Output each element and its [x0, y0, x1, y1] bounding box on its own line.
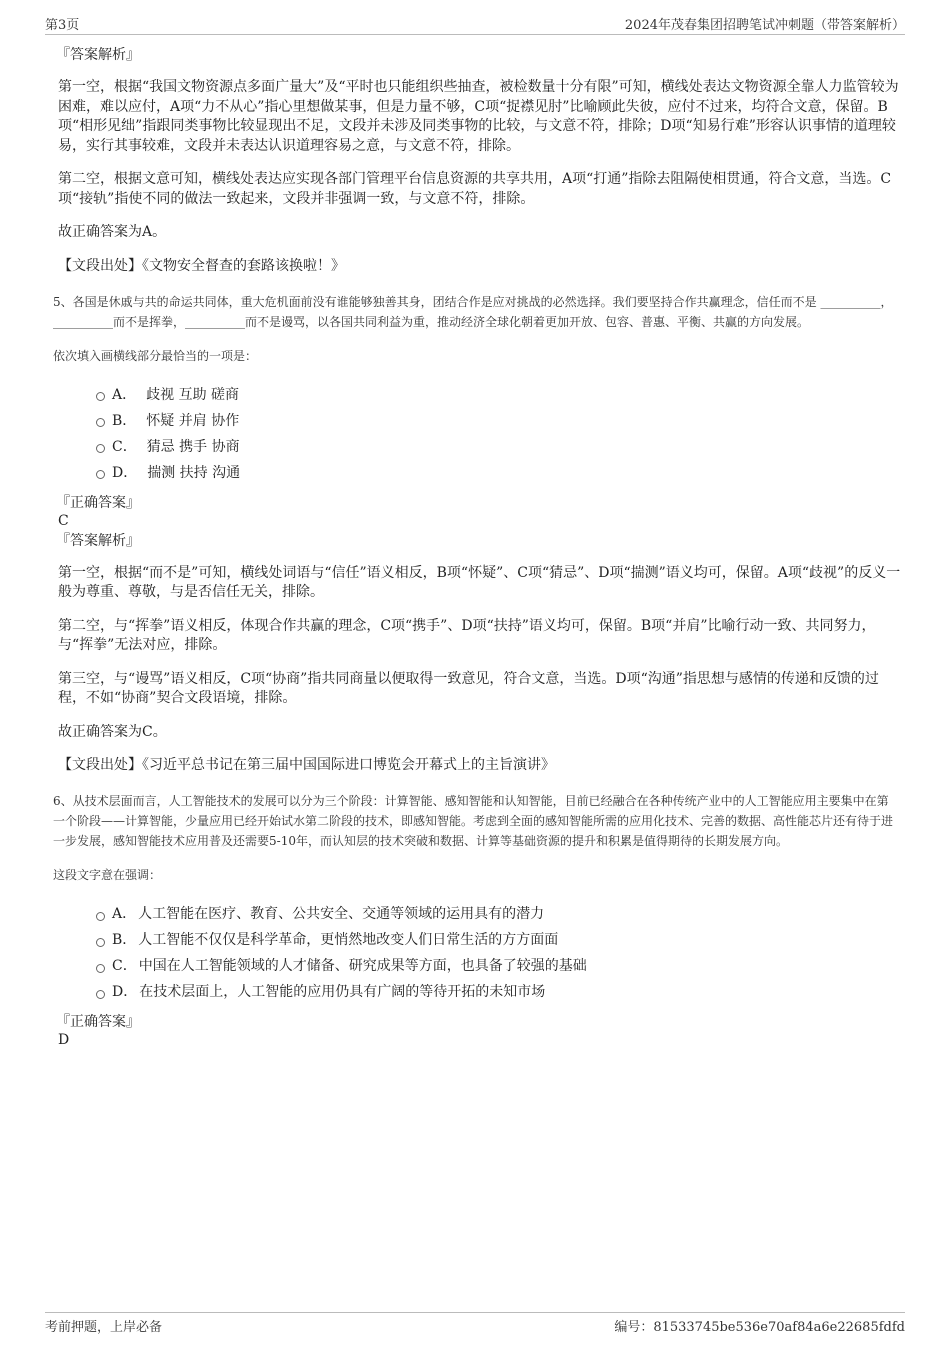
option-list: [96, 382, 902, 486]
radio-icon[interactable]: [96, 470, 105, 479]
option-a[interactable]: [96, 901, 902, 927]
option-text: 揣测 扶持 沟通: [147, 464, 241, 481]
question-prompt: 依次填入画横线部分最恰当的一项是：: [53, 348, 258, 363]
option-letter: B．: [112, 932, 137, 948]
option-c[interactable]: [96, 953, 902, 979]
document-title: 2024年茂春集团招聘笔试冲刺题（带答案解析）: [624, 18, 905, 33]
footer-slogan: 考前押题，上岸必备: [45, 1320, 163, 1335]
analysis-label: 『答案解析』: [56, 47, 140, 63]
analysis-label: 『答案解析』: [56, 532, 140, 549]
option-text: 人工智能不仅仅是科学革命，更悄然地改变人们日常生活的方方面面: [138, 932, 559, 948]
source-citation: 【文段出处】《文物安全督查的套路该换啦！》: [58, 257, 345, 274]
page-content: [53, 46, 902, 1051]
option-text: 在技术层面上，人工智能的应用仍具有广阔的等待开拓的未知市场: [139, 984, 546, 1000]
analysis-paragraph: 第二空，与“挥拳”语义相反，体现合作共赢的理念，C项“携手”、D项“扶持”语义均可，保留。B项“并肩”比喻行动一致、共同努力，与“挥拳”无法对应，排除。: [58, 617, 876, 653]
analysis-paragraph: 第一空，根据“而不是”可知，横线处词语与“信任”语义相反，B项“怀疑”、C项“猜忌”、D项“揣测”语义均可，保留。A项“歧视”的反义一般为尊重、尊敬，与是否信任无关，排除。: [58, 564, 901, 600]
radio-icon[interactable]: [96, 392, 105, 401]
answer-value: D: [58, 1032, 70, 1048]
option-letter: A．: [112, 386, 137, 403]
answer-value: C: [58, 512, 69, 529]
option-letter: D．: [112, 984, 138, 1000]
option-letter: C．: [112, 958, 137, 974]
option-letter: A．: [112, 906, 137, 922]
page-footer: [45, 1312, 905, 1335]
analysis-paragraph: 第二空，根据文意可知，横线处表达应实现各部门管理平台信息资源的共享共用，A项“打通”指除去阻隔使相贯通，符合文意，当选。C项“接轨”指使不同的做法一致起来，文段并非强调一致，与文意不符，排除。: [58, 171, 892, 207]
option-list: [96, 901, 902, 1005]
conclusion: 故正确答案为A。: [58, 224, 167, 240]
question-prompt: 这段文字意在强调：: [53, 868, 162, 882]
radio-icon[interactable]: [96, 418, 105, 427]
answer-label: 『正确答案』: [56, 494, 140, 511]
option-text: 人工智能在医疗、教育、公共安全、交通等领域的运用具有的潜力: [138, 906, 545, 922]
option-text: 猜忌 携手 协商: [146, 438, 240, 455]
option-d[interactable]: [96, 460, 902, 486]
question-stem: 6、从技术层面而言，人工智能技术的发展可以分为三个阶段：计算智能、感知智能和认知智能，目前已经融合在各种传统产业中的人工智能应用主要集中在第一个阶段——计算智能，少量应用已经开始试水第二阶段的技术，即感知智能。考虑到全面的感知智能所需的应用化技术、完善的数据、高性能芯片还有待于进一步发展，感知智能技术应用普及还需要5-10年，而认知层的技术突破和数据、计算等基础资源的提升和积累是值得期待的长期发展方向。: [53, 794, 894, 848]
radio-icon[interactable]: [96, 912, 105, 921]
page-header: [45, 14, 905, 35]
question-stem: 5、各国是休戚与共的命运共同体，重大危机面前没有谁能够独善其身，团结合作是应对挑战的必然选择。我们要坚持合作共赢理念，信任而不是 __________，__________而不是挥拳，__________而不是谩骂，以各国共同利益为重，推动经济全球化朝着更加开放、包容、普惠、平衡、共赢的方向发展。: [53, 294, 893, 329]
option-letter: B．: [112, 412, 137, 429]
option-letter: D．: [112, 464, 138, 481]
page-number: 第3页: [45, 18, 80, 33]
option-d[interactable]: [96, 979, 902, 1005]
option-a[interactable]: [96, 382, 902, 408]
radio-icon[interactable]: [96, 938, 105, 947]
option-c[interactable]: [96, 434, 902, 460]
option-letter: C．: [112, 438, 137, 455]
analysis-paragraph: 第三空，与“谩骂”语义相反，C项“协商”指共同商量以便取得一致意见，符合文意，当选。D项“沟通”指思想与感情的传递和反馈的过程，不如“协商”契合文段语境，排除。: [58, 670, 879, 706]
radio-icon[interactable]: [96, 990, 105, 999]
radio-icon[interactable]: [96, 964, 105, 973]
option-b[interactable]: [96, 927, 902, 953]
option-text: 歧视 互助 磋商: [146, 386, 240, 403]
conclusion: 故正确答案为C。: [58, 723, 167, 740]
option-text: 怀疑 并肩 协作: [146, 412, 240, 429]
option-b[interactable]: [96, 408, 902, 434]
radio-icon[interactable]: [96, 444, 105, 453]
answer-label: 『正确答案』: [56, 1014, 140, 1030]
analysis-paragraph: 第一空，根据“我国文物资源点多面广量大”及“平时也只能组织些抽查，被检数量十分有限”可知，横线处表达文物资源全靠人力监管较为困难，难以应付，A项“力不从心”指心里想做某事，但是力量不够，C项“捉襟见肘”比喻顾此失彼，应付不过来，均符合文意，保留。B项“相形见绌”指跟同类事物比较显现出不足，文段并未涉及同类事物的比较，与文意不符，排除；D项“知易行难”形容认识事情的道理较易，实行其事较难，文段并未表达认识道理容易之意，与文意不符，排除。: [58, 79, 899, 154]
document-code: 编号：81533745be536e70af84a6e22685fdfd: [614, 1320, 905, 1335]
source-citation: 【文段出处】《习近平总书记在第三届中国国际进口博览会开幕式上的主旨演讲》: [58, 757, 555, 773]
option-text: 中国在人工智能领域的人才储备、研究成果等方面，也具备了较强的基础: [138, 958, 587, 974]
